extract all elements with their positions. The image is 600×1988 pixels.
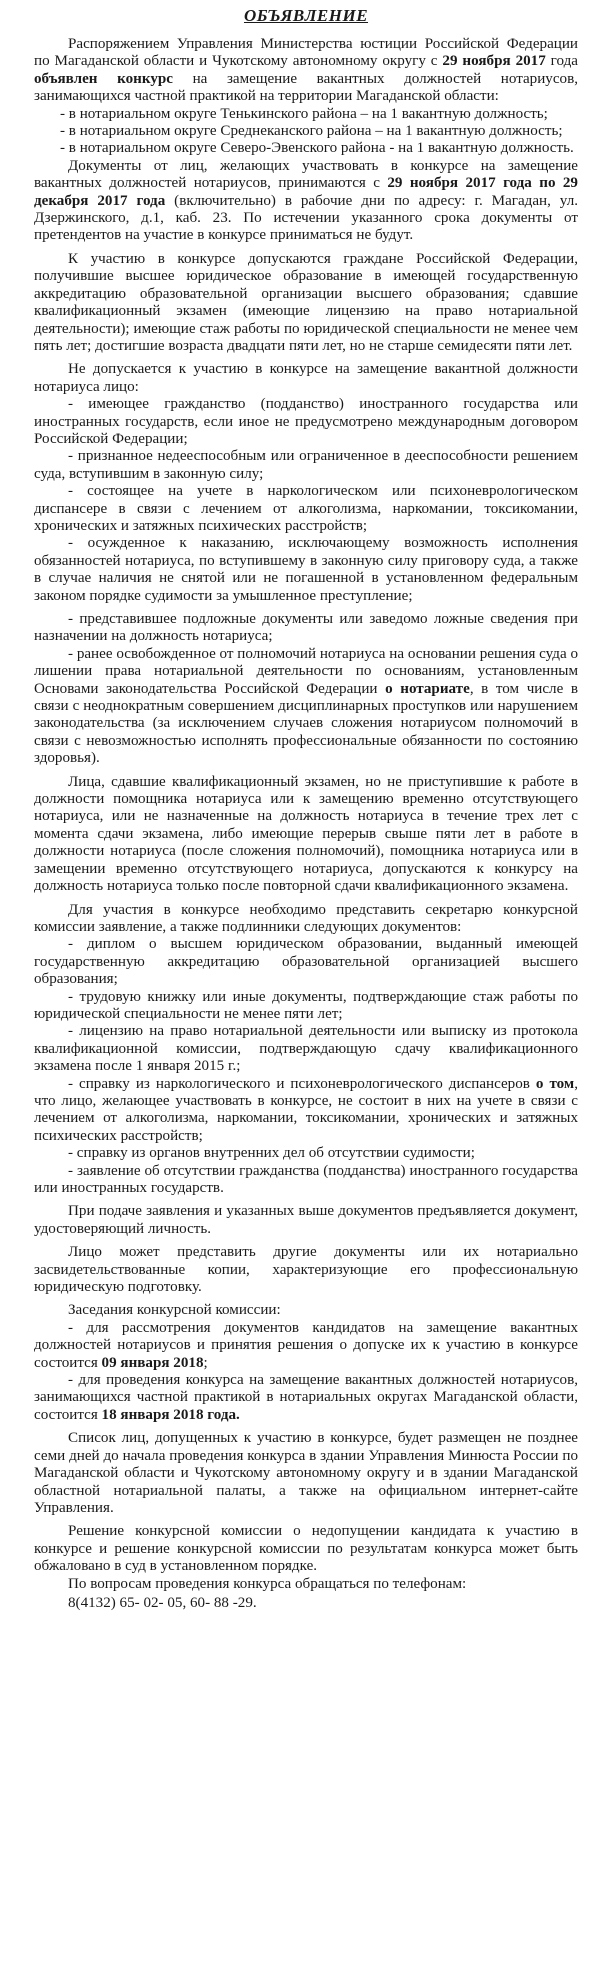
- district-item: - в нотариальном округе Среднеканского района – на 1 вакантную должность;: [60, 123, 563, 140]
- drug-cert-text: - справку из наркологического и психоневрологического диспансеров: [68, 1075, 536, 1092]
- not-admitted-item: - состоящее на учете в наркологическом или психоневрологическом диспансере в связи с лечением от алкоголизма, наркомании, токсикомании, хронических и затяжных психических расстройств;: [34, 483, 578, 534]
- intro-date: 29 ноября 2017: [442, 53, 546, 70]
- district-item: - в нотариальном округе Тенькинского района – на 1 вакантную должность;: [60, 105, 548, 122]
- required-item: - заявление об отсутствии гражданства (подданства) иностранного государства или иностранных государств.: [34, 1162, 578, 1196]
- meeting-date: 09 января 2018: [101, 1354, 204, 1371]
- other-docs-paragraph: Лицо может представить другие документы или их нотариально засвидетельствованные копии, характеризующие его профессиональную юридическую подготовку.: [34, 1244, 578, 1296]
- not-admitted-intro: Не допускается к участию в конкурсе на замещение вакантной должности нотариуса лицо:: [34, 361, 578, 395]
- document-title: ОБЪЯВЛЕНИЕ: [243, 6, 369, 25]
- meeting-text: - для рассмотрения документов кандидатов на замещение вакантных должностей нотариусов и принятия решения о допуске их к участию в конкурсе состоится: [34, 1319, 578, 1371]
- identity-paragraph: При подаче заявления и указанных выше документов предъявляется документ, удостоверяющий личность.: [34, 1203, 578, 1237]
- required-item: - трудовую книжку или иные документы, подтверждающие стаж работы по юридической специальности не менее пяти лет;: [34, 988, 578, 1022]
- intro-text: на замещение вакантных должностей нотариусов, занимающихся частной практикой на территории Магаданской области:: [34, 70, 578, 105]
- meetings-intro: Заседания конкурсной комиссии:: [68, 1302, 281, 1319]
- drug-cert-text: , что лицо, желающее участвовать в конкурсе, не состоит в них на учете в связи с лечением от алкоголизма, наркомании, токсикомании, хронических и затяжных психических расстройств;: [34, 1075, 578, 1144]
- meeting-text: - для проведения конкурса на замещение вакантных должностей нотариусов, занимающихся частной практикой в нотариальных округах Магаданской области, состоится: [34, 1372, 578, 1423]
- meeting-item: [34, 1320, 578, 1372]
- not-admitted-item: - осужденное к наказанию, исключающему возможность исполнения обязанностей нотариуса, по вступившему в законную силу приговору суда, а также в случае наличия не снятой или не погашенной в установленном федеральным законом порядке судимости за умышленное преступление;: [34, 535, 578, 604]
- drug-cert-item: [34, 1076, 578, 1146]
- intro-text: года: [545, 53, 578, 70]
- district-item: - в нотариальном округе Северо-Эвенского района - на 1 вакантную должность.: [60, 140, 574, 157]
- docs-period: 29 ноября 2017 года по 29 декабря 2017 года: [34, 175, 578, 209]
- exam-holders-paragraph: Лица, сдавшие квалификационный экзамен, но не приступившие к работе в должности помощника нотариуса или к замещению временно отсутствующего нотариуса, или не назначенные на должность нотариуса в течение трех лет с момента сдачи экзамена, либо имеющие перерыв свыше пяти лет в работе в должности нотариуса (после сложения полномочий), помощника нотариуса или в замещении временно отсутствующего нотариуса, допускаются к конкурсу на должность нотариуса только после повторной сдачи квалификационного экзамена.: [34, 773, 578, 895]
- required-intro: Для участия в конкурсе необходимо представить секретарю конкурсной комиссии заявление, а также подлинники следующих документов:: [34, 901, 578, 935]
- docs-text: (включительно) в рабочие дни по адресу: г. Магадан, ул. Дзержинского, д.1, каб. 23. По истечении указанного срока документы от претендентов на участие в конкурсе приниматься не будут.: [34, 192, 578, 244]
- required-item: - лицензию на право нотариальной деятельности или выписку из протокола квалификационной комиссии, подтверждающую сдачу квалификационного экзамена после 1 января 2015 г.;: [34, 1023, 578, 1075]
- not-admitted-item: - представившее подложные документы или заведомо ложные сведения при назначении на должность нотариуса;: [34, 611, 578, 645]
- released-text: , в том числе в связи с неоднократным совершением дисциплинарных проступков или нарушением законодательства (за исключением случаев сложения нотариусом полномочий в связи с невозможностью исполнять профессиональные обязанности по состоянию здоровья).: [34, 680, 579, 767]
- admission-paragraph: К участию в конкурсе допускаются граждане Российской Федерации, получившие высшее юридическое образование в имеющей государственную аккредитацию образовательной организации высшего образования; сдавшие квалификационный экзамен (имеющие лицензию на право нотариальной деятельности); имеющие стаж работы по юридической специальности не менее чем пять лет; достигшие возраста двадцати пяти лет, но не старше семидесяти пяти лет.: [34, 250, 578, 354]
- meeting-text: ;: [203, 1354, 208, 1371]
- drug-cert-bold: о том: [535, 1075, 575, 1092]
- released-item: [34, 646, 578, 768]
- appeal-paragraph: Решение конкурсной комиссии о недопущении кандидата к участию в конкурсе и решение конкурсной комиссии по результатам конкурса может быть обжаловано в суд в установленном порядке.: [34, 1523, 578, 1575]
- intro-announced: объявлен конкурс: [34, 70, 173, 87]
- not-admitted-item: - признанное недееспособным или ограниченное в дееспособности решением суда, вступившим в законную силу;: [34, 448, 578, 482]
- intro-paragraph: [34, 36, 578, 106]
- docs-paragraph: [34, 158, 578, 245]
- contacts-intro: По вопросам проведения конкурса обращаться по телефонам:: [68, 1575, 467, 1592]
- docs-text: Документы от лиц, желающих участвовать в конкурсе на замещение вакантных должностей нотариусов, принимаются с: [34, 157, 578, 192]
- required-item: - диплом о высшем юридическом образовании, выданный имеющей государственную аккредитацию образовательной организацией высшего образования;: [34, 936, 578, 988]
- meeting-date: 18 января 2018 года.: [101, 1406, 240, 1423]
- meeting-item: [34, 1372, 578, 1424]
- released-text: - ранее освобожденное от полномочий нотариуса на основании решения суда о лишении права нотариальной деятельности по основаниям, установленным Основами законодательства Российской Федерации: [34, 645, 578, 697]
- released-bold: о нотариате: [385, 680, 470, 697]
- phone-numbers: 8(4132) 65- 02- 05, 60- 88 -29.: [68, 1594, 257, 1611]
- not-admitted-item: - имеющее гражданство (подданство) иностранного государства или иностранных государств, если иное не предусмотрено международным договором Российской Федерации;: [34, 396, 578, 447]
- list-published-paragraph: Список лиц, допущенных к участию в конкурсе, будет размещен не позднее семи дней до начала проведения конкурса в здании Управления Минюста России по Магаданской области и Чукотскому автономному округу и в здании Магаданской областной нотариальной палаты, а также на официальном интернет-сайте Управления.: [34, 1430, 578, 1516]
- required-item: - справку из органов внутренних дел об отсутствии судимости;: [68, 1145, 475, 1162]
- intro-text: Распоряжением Управления Министерства юстиции Российской Федерации по Магаданской области и Чукотскому автономному округу с: [34, 36, 578, 70]
